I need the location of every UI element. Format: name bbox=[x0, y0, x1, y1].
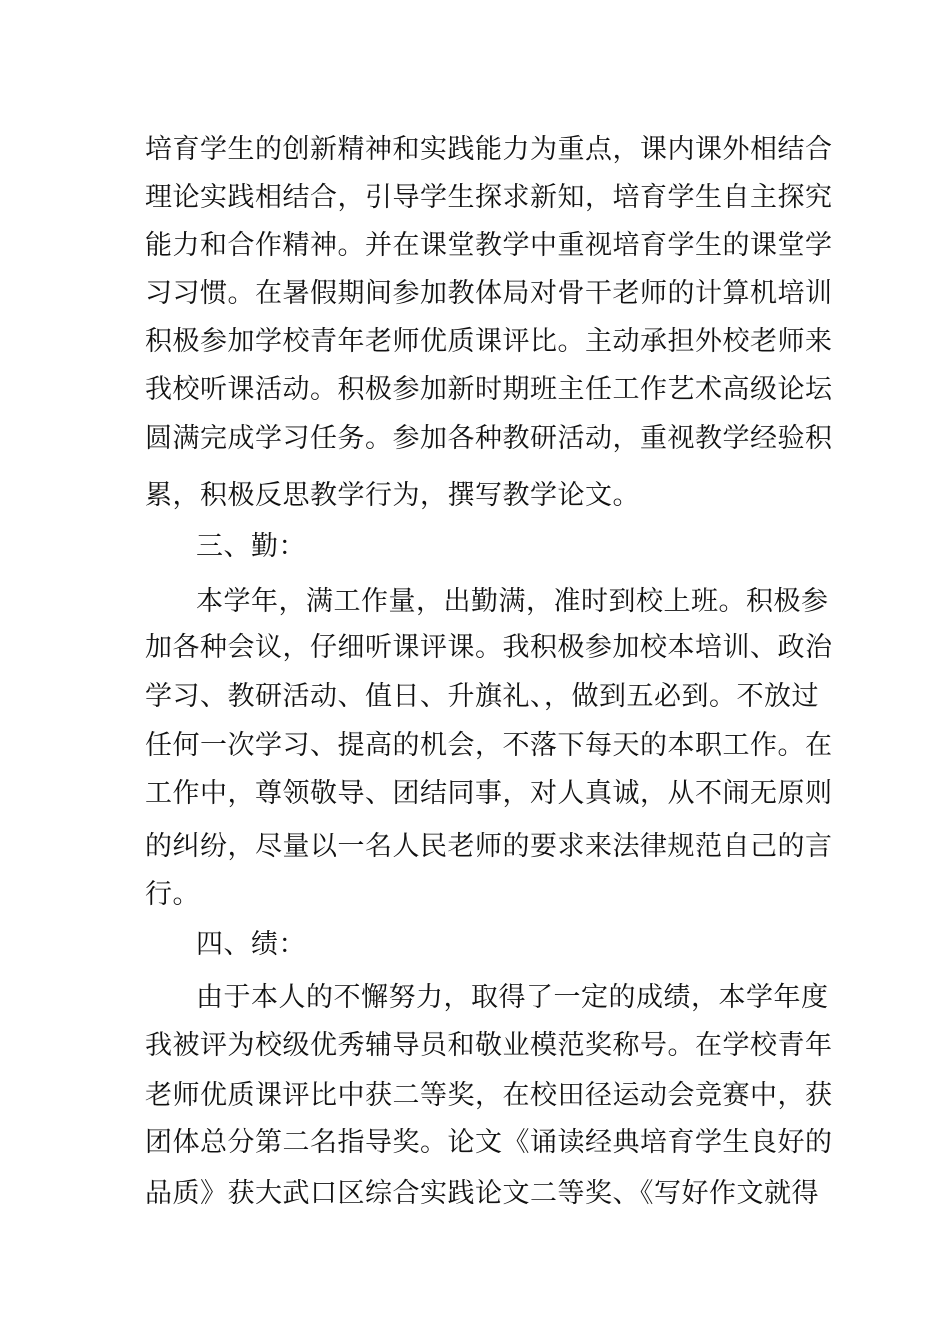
text-line: 团体总分第二名指导奖。论文《诵读经典培育学生良好的 bbox=[145, 1127, 833, 1158]
text-line: 能力和合作精神。并在课堂教学中重视培育学生的课堂学 bbox=[145, 230, 833, 261]
text-line: 圆满完成学习任务。参加各种教研活动，重视教学经验积 bbox=[145, 423, 833, 454]
text-line: 品质》获大武口区综合实践论文二等奖、《写好作文就得 bbox=[145, 1178, 819, 1209]
section-heading-qin: 三、勤： bbox=[196, 531, 306, 562]
text-line: 习习惯。在暑假期间参加教体局对骨干老师的计算机培训 bbox=[145, 278, 833, 309]
text-line: 我被评为校级优秀辅导员和敬业模范奖称号。在学校青年 bbox=[145, 1030, 833, 1061]
text-line: 工作中，尊领敬导、团结同事，对人真诚，从不闹无原则 bbox=[145, 778, 833, 809]
text-line: 累，积极反思教学行为，撰写教学论文。 bbox=[145, 480, 640, 511]
text-line: 我校听课活动。积极参加新时期班主任工作艺术高级论坛 bbox=[145, 374, 833, 405]
paragraph-first-line: 本学年，满工作量，出勤满，准时到校上班。积极参 bbox=[196, 586, 829, 617]
paragraph-first-line: 由于本人的不懈努力，取得了一定的成绩，本学年度 bbox=[196, 982, 829, 1013]
text-line: 行。 bbox=[145, 879, 200, 910]
section-heading-ji: 四、绩： bbox=[196, 929, 306, 960]
text-line: 学习、教研活动、值日、升旗礼、，做到五必到。不放过 bbox=[145, 681, 819, 712]
text-line: 培育学生的创新精神和实践能力为重点，课内课外相结合 bbox=[145, 134, 833, 165]
text-line: 理论实践相结合，引导学生探求新知，培育学生自主探究 bbox=[145, 182, 833, 213]
text-line: 积极参加学校青年老师优质课评比。主动承担外校老师来 bbox=[145, 326, 833, 357]
text-line: 老师优质课评比中获二等奖，在校田径运动会竞赛中，获 bbox=[145, 1080, 833, 1111]
text-line: 任何一次学习、提高的机会，不落下每天的本职工作。在 bbox=[145, 730, 833, 761]
text-line: 加各种会议，仔细听课评课。我积极参加校本培训、政治 bbox=[145, 632, 833, 663]
text-line: 的纠纷，尽量以一名人民老师的要求来法律规范自己的言 bbox=[145, 831, 833, 862]
